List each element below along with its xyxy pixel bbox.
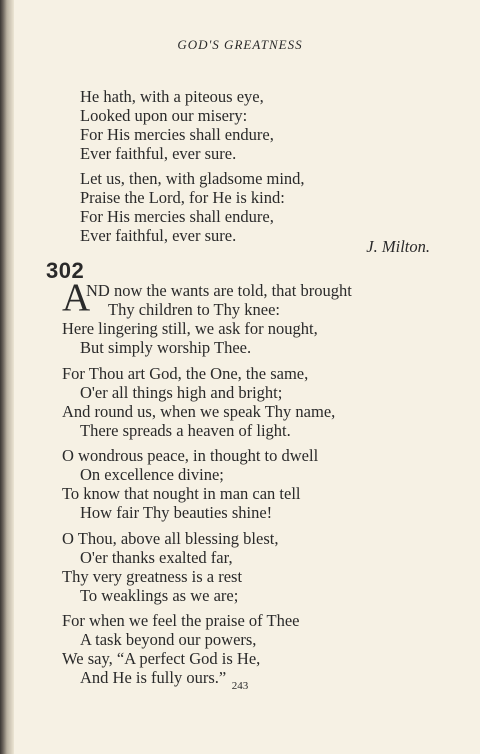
- verse-line: Thy children to Thy knee:: [108, 300, 280, 319]
- author-attribution: J. Milton.: [366, 237, 430, 256]
- verse-line: For when we feel the praise of Thee: [62, 611, 300, 630]
- drop-cap: A: [62, 276, 91, 319]
- hymn-number: 302: [46, 258, 85, 283]
- verse-line: But simply worship Thee.: [80, 338, 252, 357]
- verse-line: O'er all things high and bright;: [80, 383, 283, 402]
- stanza-2: [62, 364, 335, 440]
- verse-line: ND now the wants are told, that brought: [86, 281, 352, 300]
- verse-line: There spreads a heaven of light.: [80, 421, 291, 440]
- verse-line: For His mercies shall endure,: [80, 207, 274, 226]
- verse-line: To weaklings as we are;: [80, 586, 239, 605]
- verse-line: Here lingering still, we ask for nought,: [62, 319, 318, 338]
- verse-line: For His mercies shall endure,: [80, 125, 274, 144]
- verse-line: Praise the Lord, for He is kind:: [80, 188, 285, 207]
- hymn-first-stanza: [62, 276, 442, 357]
- verse-line: Looked upon our misery:: [80, 106, 248, 125]
- verse-line: Ever faithful, ever sure.: [80, 144, 237, 163]
- verse-line: O'er thanks exalted far,: [80, 548, 233, 567]
- verse-line: Thy very greatness is a rest: [62, 567, 243, 586]
- verse-line: O wondrous peace, in thought to dwell: [62, 446, 319, 465]
- running-head: GOD'S GREATNESS: [177, 37, 303, 52]
- stanza-top-1: [80, 87, 274, 163]
- verse-line: For Thou art God, the One, the same,: [62, 364, 309, 383]
- verse-line: Ever faithful, ever sure.: [80, 226, 237, 245]
- stanza-4: [62, 529, 278, 605]
- verse-line: A task beyond our powers,: [80, 630, 257, 649]
- verse-line: Let us, then, with gladsome mind,: [80, 169, 305, 188]
- verse-line: And He is fully ours.”: [80, 668, 227, 687]
- page-number: 243: [231, 680, 249, 692]
- stanza-5: [62, 611, 299, 687]
- stanza-3: [62, 446, 318, 522]
- verse-line: On excellence divine;: [80, 465, 224, 484]
- verse-line: O Thou, above all blessing blest,: [62, 529, 279, 548]
- verse-line: How fair Thy beauties shine!: [80, 503, 273, 522]
- verse-line: We say, “A perfect God is He,: [62, 649, 261, 668]
- page-binding-edge: [0, 0, 14, 754]
- stanza-top-2: [80, 169, 305, 245]
- verse-line: And round us, when we speak Thy name,: [62, 402, 336, 421]
- verse-line: He hath, with a piteous eye,: [80, 87, 264, 106]
- verse-line: To know that nought in man can tell: [62, 484, 301, 503]
